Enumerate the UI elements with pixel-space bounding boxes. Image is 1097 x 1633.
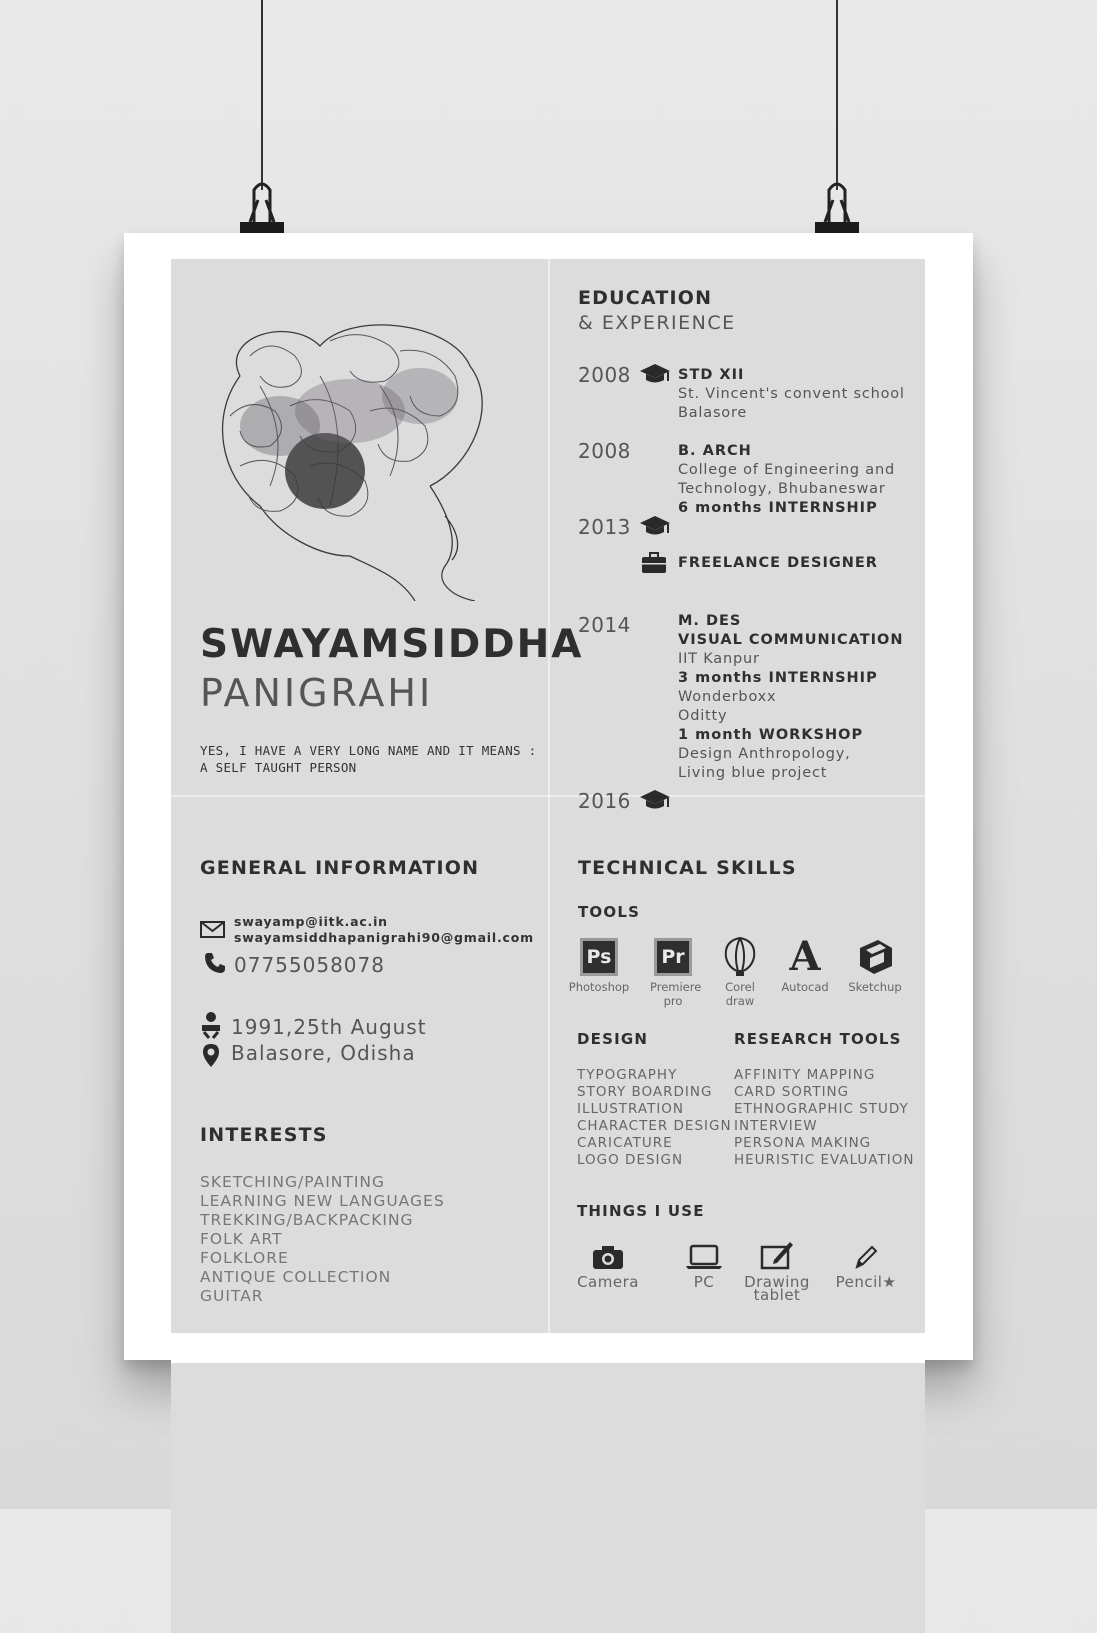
camera-icon	[568, 1240, 648, 1270]
thing-label: Drawing tablet	[744, 1273, 810, 1304]
entry-detail: Design Anthropology,	[678, 746, 851, 762]
photoshop-icon: Ps	[580, 938, 618, 976]
research-list	[734, 1067, 914, 1169]
entry-detail: Balasore	[678, 405, 748, 421]
design-skill: CARICATURE	[577, 1135, 673, 1151]
tool-coreldraw	[705, 938, 775, 1008]
thing-drawing-tablet	[737, 1240, 817, 1302]
timeline-year: 2016	[578, 789, 631, 813]
graduation-cap-icon	[638, 363, 672, 385]
research-skill: PERSONA MAKING	[734, 1135, 872, 1151]
technical-skills-heading: TECHNICAL SKILLS	[578, 857, 797, 879]
envelope-icon	[200, 921, 225, 938]
thing-label: PC	[693, 1273, 715, 1291]
tagline	[200, 742, 537, 776]
entry-detail: College of Engineering and	[678, 462, 895, 478]
entry-detail: 6 months INTERNSHIP	[678, 500, 878, 516]
premiere-icon: Pr	[654, 938, 692, 976]
tagline-line: YES, I HAVE A VERY LONG NAME AND IT MEANS :	[200, 743, 537, 758]
thing-pc	[664, 1240, 744, 1289]
location-pin-icon	[202, 1043, 220, 1068]
tool-autocad	[770, 933, 840, 994]
timeline-entry	[678, 612, 904, 783]
hanging-wire-right	[836, 0, 838, 190]
research-skill: AFFINITY MAPPING	[734, 1067, 876, 1083]
tool-sketchup	[840, 938, 910, 994]
interests-heading: INTERESTS	[200, 1124, 328, 1146]
thing-label: Pencil★	[835, 1273, 897, 1291]
email-address[interactable]: swayamp@iitk.ac.in	[234, 914, 388, 929]
design-skill: STORY BOARDING	[577, 1084, 713, 1100]
entry-detail: 3 months INTERNSHIP	[678, 670, 878, 686]
interest-item: LEARNING NEW LANGUAGES	[200, 1192, 445, 1210]
entry-detail: 1 month WORKSHOP	[678, 727, 864, 743]
design-skill: CHARACTER DESIGN	[577, 1118, 732, 1134]
interest-item: GUITAR	[200, 1287, 264, 1305]
entry-detail: Oditty	[678, 708, 728, 724]
design-list	[577, 1067, 732, 1169]
timeline-entry	[678, 442, 895, 518]
entry-title: STD XII	[678, 367, 745, 383]
tool-label: Corel draw	[725, 980, 755, 1008]
entry-detail: Living blue project	[678, 765, 828, 781]
tool-premiere	[638, 938, 708, 1008]
phone-number[interactable]: 07755058078	[234, 953, 385, 977]
portrait-sketch	[200, 316, 505, 601]
entry-title: B. ARCH	[678, 443, 752, 459]
research-skill: INTERVIEW	[734, 1118, 818, 1134]
timeline-entry	[678, 366, 905, 423]
interest-item: SKETCHING/PAINTING	[200, 1173, 386, 1191]
fold-line-horizontal	[124, 795, 973, 797]
entry-detail: IIT Kanpur	[678, 651, 760, 667]
interest-item: FOLKLORE	[200, 1249, 289, 1267]
interest-item: TREKKING/BACKPACKING	[200, 1211, 414, 1229]
baby-icon	[199, 1011, 223, 1039]
graduation-cap-icon	[638, 515, 672, 537]
research-skill: CARD SORTING	[734, 1084, 850, 1100]
interest-item: ANTIQUE COLLECTION	[200, 1268, 392, 1286]
design-skill: TYPOGRAPHY	[577, 1067, 678, 1083]
phone-icon	[204, 952, 226, 974]
email-address[interactable]: swayamsiddhapanigrahi90@gmail.com	[234, 930, 534, 945]
timeline-year: 2014	[578, 613, 631, 637]
research-skill: ETHNOGRAPHIC STUDY	[734, 1101, 909, 1117]
tool-photoshop	[564, 938, 634, 994]
interests-list	[200, 1173, 445, 1306]
hanging-wire-left	[261, 0, 263, 190]
thing-pencil	[826, 1240, 906, 1289]
email-list	[234, 914, 534, 946]
birthday-text: 1991,25th August	[231, 1015, 427, 1039]
laptop-icon	[664, 1240, 744, 1270]
education-heading: EDUCATION	[578, 287, 713, 309]
interest-item: FOLK ART	[200, 1230, 283, 1248]
name-last: PANIGRAHI	[200, 671, 434, 715]
briefcase-icon	[641, 552, 667, 574]
design-skill: ILLUSTRATION	[577, 1101, 685, 1117]
thing-camera	[568, 1240, 648, 1289]
sketchup-icon	[856, 938, 894, 976]
design-heading: DESIGN	[577, 1030, 649, 1048]
entry-detail: St. Vincent's convent school	[678, 386, 905, 402]
tool-label: Premiere pro	[650, 980, 702, 1008]
tool-label: Photoshop	[568, 980, 630, 994]
name-first: SWAYAMSIDDHA	[200, 622, 584, 667]
entry-detail: Wonderboxx	[678, 689, 777, 705]
research-tools-heading: RESEARCH TOOLS	[734, 1030, 902, 1048]
graduation-cap-icon	[638, 789, 672, 811]
education-subheading: & EXPERIENCE	[578, 312, 736, 334]
tagline-line: A SELF TAUGHT PERSON	[200, 760, 357, 775]
entry-title: FREELANCE DESIGNER	[678, 555, 878, 571]
drawing-tablet-icon	[737, 1240, 817, 1270]
coreldraw-icon	[721, 938, 759, 976]
general-info-heading: GENERAL INFORMATION	[200, 857, 480, 879]
tool-label: Sketchup	[848, 980, 902, 994]
entry-detail: Technology, Bhubaneswar	[678, 481, 886, 497]
research-skill: HEURISTIC EVALUATION	[734, 1152, 915, 1168]
thing-label: Camera	[577, 1273, 639, 1291]
tools-heading: TOOLS	[578, 903, 641, 921]
entry-detail: VISUAL COMMUNICATION	[678, 632, 904, 648]
timeline-year: 2013	[578, 515, 631, 539]
design-skill: LOGO DESIGN	[577, 1152, 684, 1168]
tool-label: Autocad	[781, 980, 829, 994]
location-text: Balasore, Odisha	[231, 1041, 416, 1065]
things-i-use-heading: THINGS I USE	[577, 1202, 705, 1220]
pencil-icon	[826, 1240, 906, 1270]
entry-title: M. DES	[678, 613, 742, 629]
timeline-year: 2008	[578, 439, 631, 463]
timeline-year: 2008	[578, 363, 631, 387]
autocad-icon: A	[789, 933, 821, 980]
